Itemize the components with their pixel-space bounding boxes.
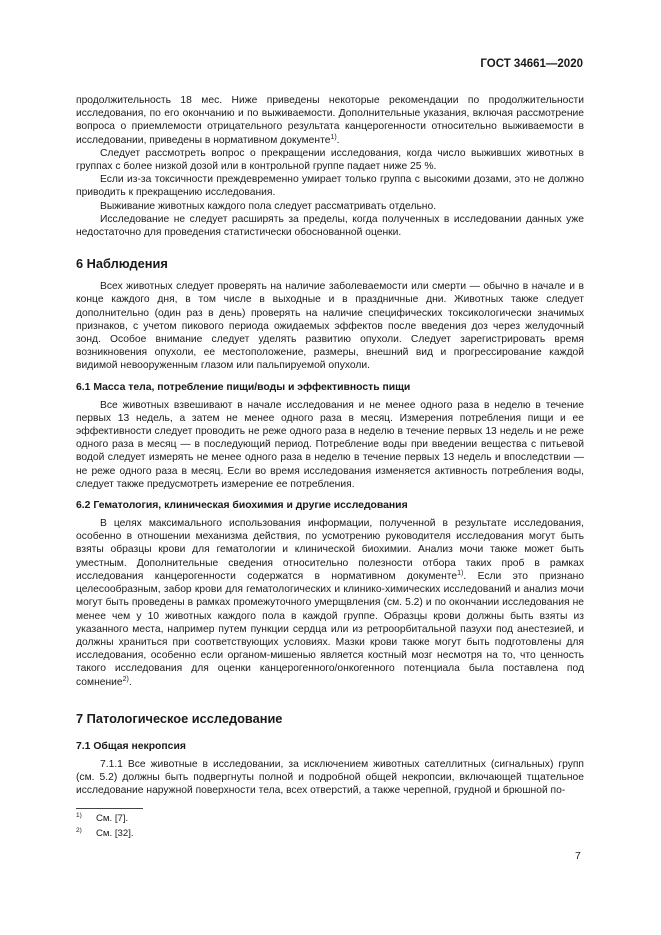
paragraph: Выживание животных каждого пола следует рассматривать отдельно.: [100, 200, 437, 212]
paragraph: Все животных взвешивают в начале исследования и не менее одного раза в неделю в течение первых 13 недель, а затем не менее одного раза в месяц. Измерения потребления пищи и ее эффективности следует проводить не реже одного раза в неделю в течение первых 13 недель и не реже одного раза в месяц — в последующий период. Потребление воды при введении вещества с питьевой водой следует измерять не менее одного раза в неделю в течение первых 13 недель и впоследствии — не реже одного раза в месяц. Если во время исследования изменяется активность потребления воды, следует также предусмотреть измерение ее потребления.: [76, 399, 584, 490]
footnote-mark: 2): [76, 827, 82, 834]
paragraph: [76, 94, 584, 147]
paragraph: Следует рассмотреть вопрос о прекращении исследования, когда число выживших животных в группах с более низкой дозой или в контрольной группе падает ниже 25 %.: [76, 147, 584, 173]
footnote-text: См. [7].: [96, 813, 129, 824]
paragraph: 7.1.1 Все животные в исследовании, за исключением животных сателлитных (сигнальных) групп (см. 5.2) должны быть подвергнуты полной и подробной общей некропсии, включающей тщательное исследование наружной поверхности тела, всех отверстий, а также черепной, грудной и брюшной по-: [76, 758, 584, 797]
subsection-heading-6-2: 6.2 Гематология, клиническая биохимия и другие исследования: [76, 500, 408, 512]
paragraph-text: .: [128, 676, 132, 688]
footnote: [76, 828, 134, 840]
paragraph-text: продолжительность 18 мес. Ниже приведены некоторые рекомендации по продолжительности исследования, по его окончанию и по выживаемости. Дополнительные указания, включая рассмотрение вопроса о приемлемости отрицательного результата канцерогенности относительно выживаемости в исследовании, приведены в нормативном документе: [76, 95, 584, 146]
paragraph: Исследование не следует расширять за пределы, когда полученных в исследовании данных уже недостаточно для проведения статистически обоснованной оценки.: [76, 213, 584, 239]
subsection-heading-7-1: 7.1 Общая некропсия: [76, 740, 186, 752]
paragraph: [76, 517, 584, 689]
subsection-heading-6-1: 6.1 Масса тела, потребление пищи/воды и эффективность пищи: [76, 381, 411, 393]
section-heading-6: 6 Наблюдения: [76, 256, 168, 272]
footnote-ref: 2): [122, 675, 129, 683]
footnote-ref: 1): [330, 133, 337, 141]
footnote-divider: [76, 808, 143, 809]
paragraph-text: В целях максимального использования информации, полученной в результате исследования, особенно в отношении механизма действия, по усмотрению руководителя исследования могут быть взяты образцы крови для гематологии и клинической биохимии. Анализ мочи также может быть уместным. Дополнительные сведения относительно полезности отбора таких проб в рамках исследования канцерогенности содержатся в нормативном документе: [76, 518, 584, 582]
footnote-text: См. [32].: [96, 828, 134, 839]
paragraph: Если из-за токсичности преждевременно умирает только группа с высокими дозами, это не должно приводить к прекращению исследования.: [76, 174, 584, 199]
page-number: 7: [575, 850, 581, 862]
document-code-header: ГОСТ 34661—2020: [480, 58, 583, 70]
footnote-ref: 1): [457, 569, 464, 577]
paragraph-text: . Если это признано целесообразным, забор крови для гематологических и клинико-химических исследований и анализ мочи могут быть проведены в рамках промежуточного умерщвления (см. 5.2) и по окончании исследования не менее чем у 10 животных каждого пола в каждой группе. Образцы крови должны быть взяты из указанного места, например путем пункции сердца или из ретроорбитальной пазухи под анестезией, и должны храниться при соответствующих условиях. Мазки крови также могут быть подготовлены для исследования, особенно если органом-мишенью является костный мозг несмотря на то, что ценность такого исследования для оценки канцерогенного/онкогенного потенциала была поставлена под сомнение: [76, 570, 584, 688]
page-content: [76, 94, 584, 797]
section-heading-7: 7 Патологическое исследование: [76, 710, 283, 726]
footnote: [76, 813, 128, 825]
paragraph-text: .: [336, 134, 340, 146]
paragraph: Всех животных следует проверять на наличие заболеваемости или смерти — обычно в начале и в конце каждого дня, в том числе в выходные и в праздничные дни. Животных также следует дополнительно (один раз в день) проверять на наличие специфических токсикологически значимых признаков, с учетом пикового периода ожидаемых эффектов после введения доз через желудочный зонд. Особое внимание следует уделять развитию опухоли. Следует зарегистрировать время возникновения опухоли, ее местоположение, размеры, внешний вид и прогрессирование каждой видимой невооруженным глазом или пальпируемой опухоли.: [76, 281, 584, 372]
footnote-mark: 1): [76, 812, 82, 819]
